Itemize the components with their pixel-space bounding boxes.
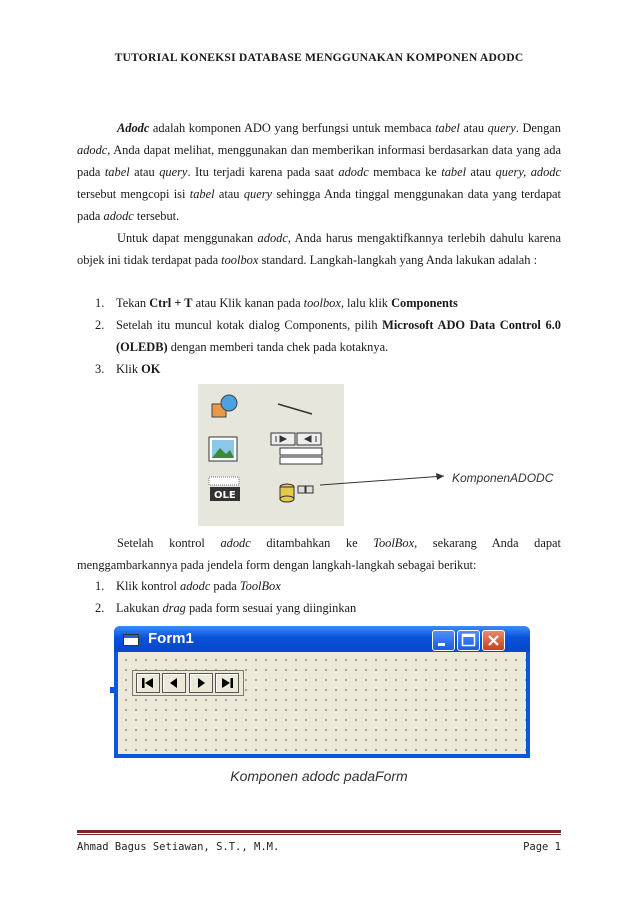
- adodc-icon: [278, 482, 314, 506]
- footer-divider: [77, 830, 561, 833]
- move-first-button[interactable]: [136, 673, 160, 693]
- close-button[interactable]: [482, 630, 505, 651]
- toolbox-figure: [198, 384, 344, 526]
- data-control-icon: [270, 432, 326, 466]
- ole-icon: [208, 476, 242, 502]
- footer-divider-thin: [77, 834, 561, 835]
- footer-page-number: Page 1: [523, 841, 561, 853]
- line-icon: [276, 402, 316, 416]
- minimize-button[interactable]: [432, 630, 455, 651]
- previous-icon: [163, 674, 185, 692]
- list-item: 2. Lakukan drag pada form sesuai yang diinginkan: [95, 601, 357, 615]
- figure-caption-komponen: KomponenADODC: [452, 471, 554, 485]
- footer-author: Ahmad Bagus Setiawan, S.T., M.M.: [77, 841, 280, 853]
- maximize-icon: [458, 631, 479, 650]
- paragraph-activate: Untuk dapat menggunakan adodc, Anda harus mengaktifkannya terlebih dahulu karena objek ini tidak terdapat pada toolbox standard. Langkah-langkah yang Anda lakukan adalah :: [77, 231, 561, 267]
- move-previous-button[interactable]: [162, 673, 186, 693]
- list-item: 1. Klik kontrol adodc pada ToolBox: [95, 579, 281, 593]
- arrow-icon: [320, 470, 450, 490]
- list-item: 2. Setelah itu muncul kotak dialog Components, pilih Microsoft ADO Data Control 6.0 (OLEDB) dengan memberi tanda chek pada kotaknya.: [95, 318, 561, 354]
- paragraph-intro: Adodc adalah komponen ADO yang berfungsi untuk membaca tabel atau query. Dengan adodc, Anda dapat melihat, menggunakan dan memberikan informasi berdasarkan data yang ada pada tabel atau query. Itu terjadi karena pada saat adodc membaca ke tabel atau query, adodc tersebut mengcopi isi tabel atau query sehingga Anda tinggal menggunakan data yang terdapat pada adodc tersebut.: [77, 121, 561, 223]
- steps-list-form: [95, 575, 561, 619]
- last-icon: [216, 674, 238, 692]
- list-item: 3. Klik OK: [95, 362, 161, 376]
- figure-caption-form: Komponen adodc padaForm: [230, 768, 408, 784]
- selection-handle[interactable]: [110, 687, 114, 693]
- close-icon: [483, 631, 504, 650]
- move-last-button[interactable]: [215, 673, 239, 693]
- page-title: TUTORIAL KONEKSI DATABASE MENGGUNAKAN KOMPONEN ADODC: [114, 51, 524, 64]
- minimize-icon: [433, 631, 454, 650]
- image-icon: [208, 436, 238, 462]
- first-icon: [137, 674, 159, 692]
- steps-list-activate: [95, 292, 561, 380]
- form-design-surface[interactable]: [118, 652, 526, 754]
- adodc-control[interactable]: [132, 670, 244, 696]
- list-item: 1. Tekan Ctrl + T atau Klik kanan pada toolbox, lalu klik Components: [95, 296, 458, 310]
- form-icon: [123, 634, 139, 646]
- next-icon: [190, 674, 212, 692]
- move-next-button[interactable]: [189, 673, 213, 693]
- form-titlebar[interactable]: [114, 626, 530, 652]
- maximize-button[interactable]: [457, 630, 480, 651]
- form1-window: [114, 626, 530, 758]
- form-title: Form1: [148, 630, 194, 647]
- svg-text:OLE: OLE: [214, 490, 236, 501]
- paragraph-setelah: Setelah kontrol adodc ditambahkan ke ToolBox, sekarang Anda dapat menggambarkannya pada jendela form dengan langkah-langkah sebagai berikut:: [77, 536, 561, 572]
- shapes-icon: [210, 394, 240, 420]
